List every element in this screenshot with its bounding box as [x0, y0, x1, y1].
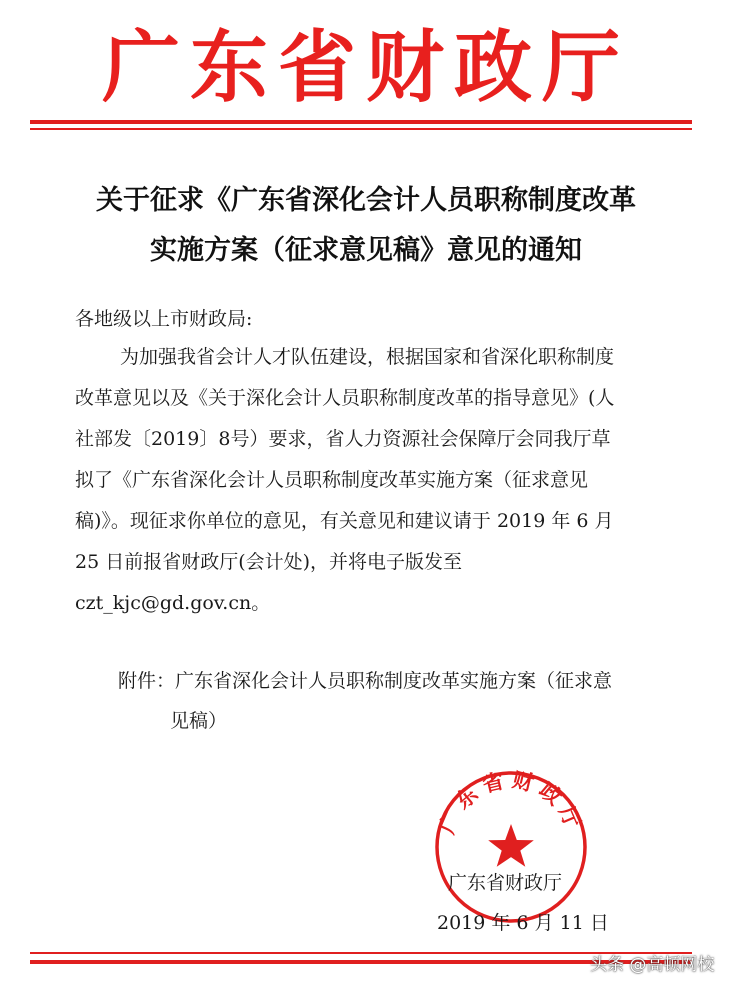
official-seal-icon	[432, 768, 590, 926]
paragraph-line: 改革意见以及《关于深化会计人员职称制度改革的指导意见》(人	[75, 387, 615, 409]
paragraph-line: 为加强我省会计人才队伍建设，根据国家和省深化职称制度	[120, 346, 615, 368]
masthead-rule-thick	[30, 120, 692, 124]
salutation: 各地级以上市财政局:	[75, 308, 253, 330]
seal-text: 广东省财政厅	[434, 768, 588, 838]
signature-org: 广东省财政厅	[448, 872, 563, 894]
masthead-org-name: 广东省财政厅	[101, 23, 630, 113]
paragraph-line: 25 日前报省财政厅(会计处)，并将电子版发至	[75, 551, 463, 573]
email-address: czt_kjc@gd.gov.cn。	[75, 592, 271, 614]
attachment-line-2: 见稿）	[170, 710, 228, 732]
watermark: 头条 @高顿网校	[590, 955, 715, 975]
document-title-line-1: 关于征求《广东省深化会计人员职称制度改革	[96, 185, 636, 216]
paragraph-line: 稿)》。现征求你单位的意见，有关意见和建议请于 2019 年 6 月	[75, 510, 614, 532]
masthead-rule-thin	[30, 128, 692, 130]
document-title-line-2: 实施方案（征求意见稿》意见的通知	[150, 235, 582, 266]
attachment-line-1: 附件：广东省深化会计人员职称制度改革实施方案（征求意	[118, 670, 613, 692]
signature-date: 2019 年 6 月 11 日	[437, 912, 609, 934]
paragraph-line: 拟了《广东省深化会计人员职称制度改革实施方案（征求意见	[75, 469, 589, 491]
paragraph-line: 社部发〔2019〕8号）要求，省人力资源社会保障厅会同我厅草	[75, 428, 611, 450]
